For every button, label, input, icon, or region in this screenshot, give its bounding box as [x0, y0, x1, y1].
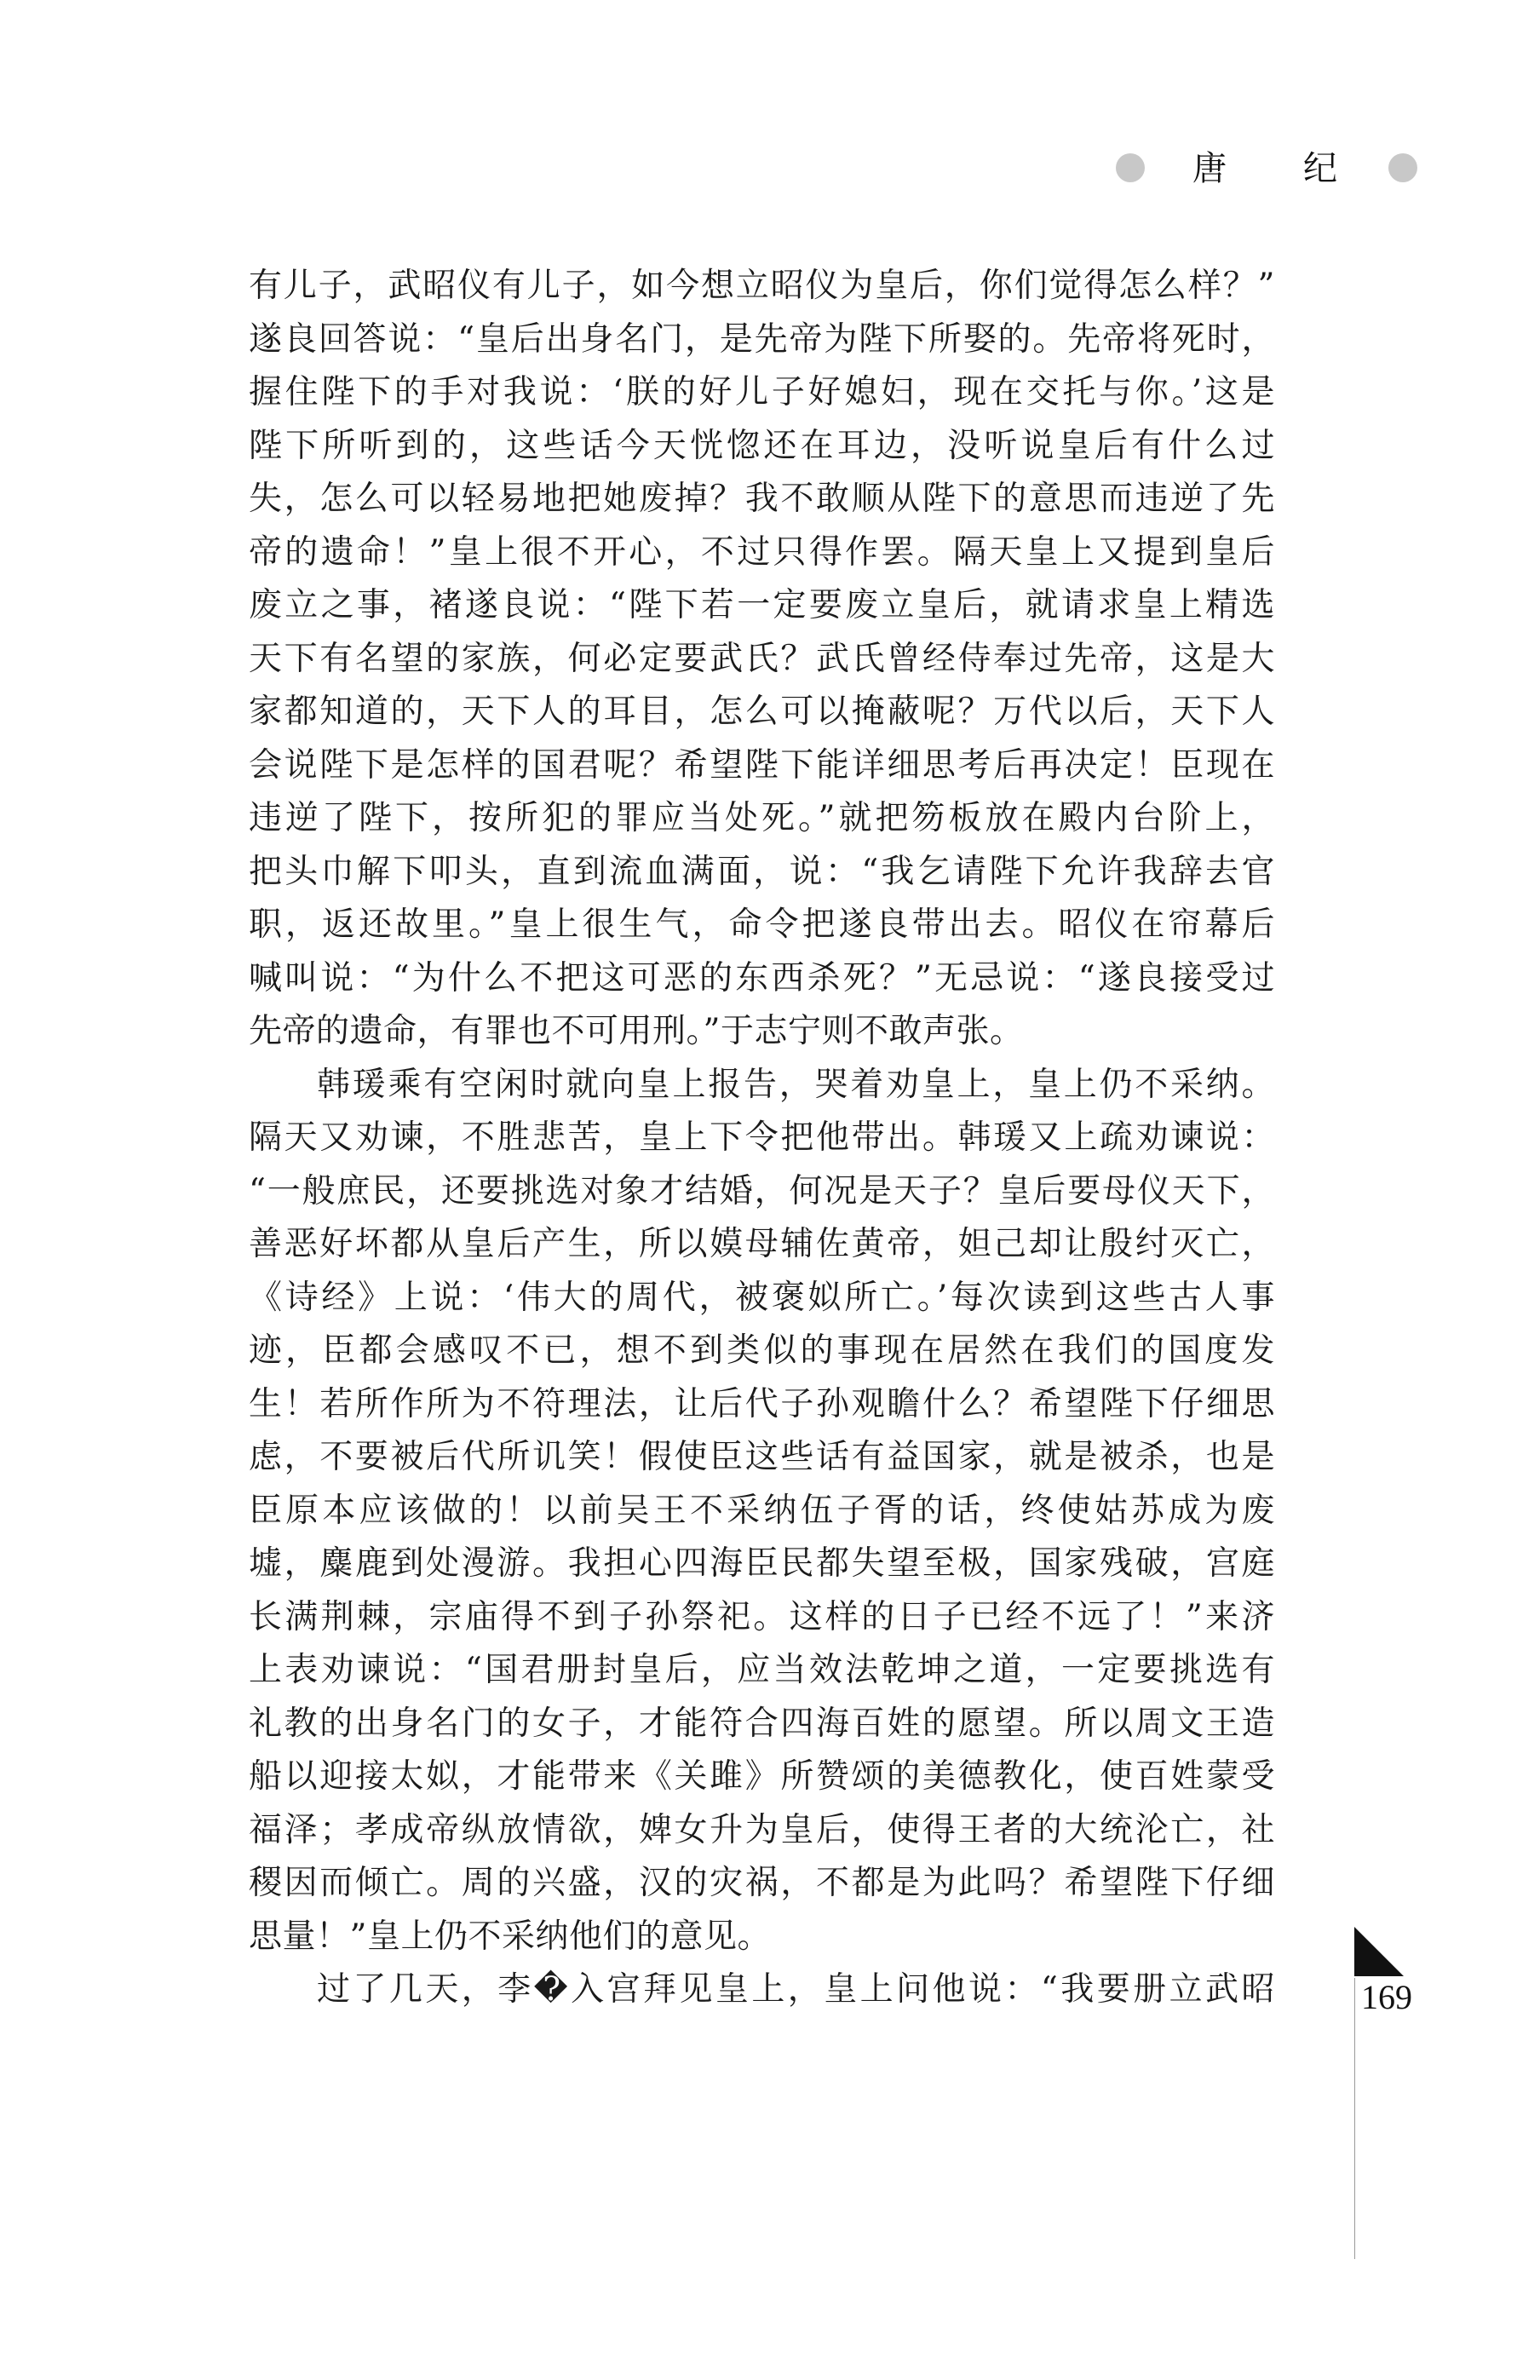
text-line: 帝的遗命！”皇上很不开心，不过只得作罢。隔天皇上又提到皇后 — [249, 532, 1275, 572]
text-line: 迹，臣都会感叹不已，想不到类似的事现在居然在我们的国度发 — [249, 1331, 1275, 1370]
header-dot-left-icon — [1116, 153, 1145, 182]
text-line: 喊叫说：“为什么不把这可恶的东西杀死？”无忌说：“遂良接受过 — [249, 958, 1275, 997]
text-line: 会说陛下是怎样的国君呢？希望陛下能详细思考后再决定！臣现在 — [249, 745, 1275, 785]
text-line: 遂良回答说：“皇后出身名门，是先帝为陛下所娶的。先帝将死时， — [249, 319, 1275, 359]
text-line: 职，返还故里。”皇上很生气，命令把遂良带出去。昭仪在帘幕后 — [249, 905, 1275, 944]
text-line: 天下有名望的家族，何必定要武氏？武氏曾经侍奉过先帝，这是大 — [249, 639, 1275, 678]
text-line: 失，怎么可以轻易地把她废掉？我不敢顺从陛下的意思而违逆了先 — [249, 480, 1275, 518]
text-line: 《诗经》上说：‘伟大的周代，被褒姒所亡。’每次读到这些古人事 — [249, 1278, 1275, 1317]
text-line: 握住陛下的手对我说：‘朕的好儿子好媳妇，现在交托与你。’这是 — [249, 373, 1275, 411]
text-line: 福泽；孝成帝纵放情欲，婢女升为皇后，使得王者的大统沦亡，社 — [249, 1810, 1275, 1849]
text-line-paragraph-start: 韩瑗乘有空闲时就向皇上报告，哭着劝皇上，皇上仍不采纳。 — [317, 1065, 1275, 1104]
text-line: 家都知道的，天下人的耳目，怎么可以掩蔽呢？万代以后，天下人 — [249, 693, 1275, 731]
text-line: 稷因而倾亡。周的兴盛，汉的灾祸，不都是为此吗？希望陛下仔细 — [249, 1864, 1275, 1902]
text-line: 长满荆棘，宗庙得不到子孙祭祀。这样的日子已经不远了！”来济 — [249, 1597, 1275, 1636]
text-line: 陛下所听到的，这些话今天恍惚还在耳边，没听说皇后有什么过 — [249, 426, 1275, 465]
text-line-paragraph-start: 过了几天，李�入宫拜见皇上，皇上问他说：“我要册立武昭 — [317, 1970, 1275, 2009]
text-line: 废立之事，褚遂良说：“陛下若一定要废立皇后，就请求皇上精选 — [249, 586, 1275, 624]
text-line: 生！若所作所为不符理法，让后代子孙观瞻什么？希望陛下仔细思 — [249, 1384, 1275, 1423]
text-line: 有儿子，武昭仪有儿子，如今想立昭仪为皇后，你们觉得怎么样？” — [249, 267, 1275, 305]
header-char-tang: 唐 — [1192, 149, 1227, 188]
header-char-ji: 纪 — [1303, 149, 1337, 188]
body-text — [249, 260, 1275, 2017]
text-line: 隔天又劝谏，不胜悲苦，皇上下令把他带出。韩瑗又上疏劝谏说： — [249, 1118, 1275, 1157]
text-line: 善恶好坏都从皇后产生，所以嫫母辅佐黄帝，妲己却让殷纣灭亡， — [249, 1225, 1275, 1263]
text-line: 把头巾解下叩头，直到流血满面，说：“我乞请陛下允许我辞去官 — [249, 852, 1275, 891]
text-line: 礼教的出身名门的女子，才能符合四海百姓的愿望。所以周文王造 — [249, 1704, 1275, 1743]
running-header — [1107, 147, 1431, 191]
text-line: 船以迎接太姒，才能带来《关雎》所赞颂的美德教化，使百姓蒙受 — [249, 1757, 1275, 1796]
text-line-paragraph-end: 先帝的遗命，有罪也不可用刑。”于志宁则不敢声张。 — [249, 1012, 1024, 1050]
text-line: 臣原本应该做的！以前吴王不采纳伍子胥的话，终使姑苏成为废 — [249, 1491, 1275, 1530]
text-line: 虑，不要被后代所讥笑！假使臣这些话有益国家，就是被杀，也是 — [249, 1438, 1275, 1476]
text-line: “一般庶民，还要挑选对象才结婚，何况是天子？皇后要母仪天下， — [249, 1171, 1275, 1210]
text-line: 墟，麋鹿到处漫游。我担心四海臣民都失望至极，国家残破，宫庭 — [249, 1544, 1275, 1583]
page-number: 169 — [1361, 1978, 1412, 2016]
page-corner-triangle-icon — [1354, 1927, 1404, 1976]
margin-rule — [1354, 1978, 1355, 2259]
header-dot-right-icon — [1388, 153, 1417, 182]
text-line-paragraph-end: 思量！”皇上仍不采纳他们的意见。 — [249, 1917, 771, 1956]
text-line: 违逆了陛下，按所犯的罪应当处死。”就把笏板放在殿内台阶上， — [249, 799, 1275, 837]
text-line: 上表劝谏说：“国君册封皇后，应当效法乾坤之道，一定要挑选有 — [249, 1651, 1275, 1689]
